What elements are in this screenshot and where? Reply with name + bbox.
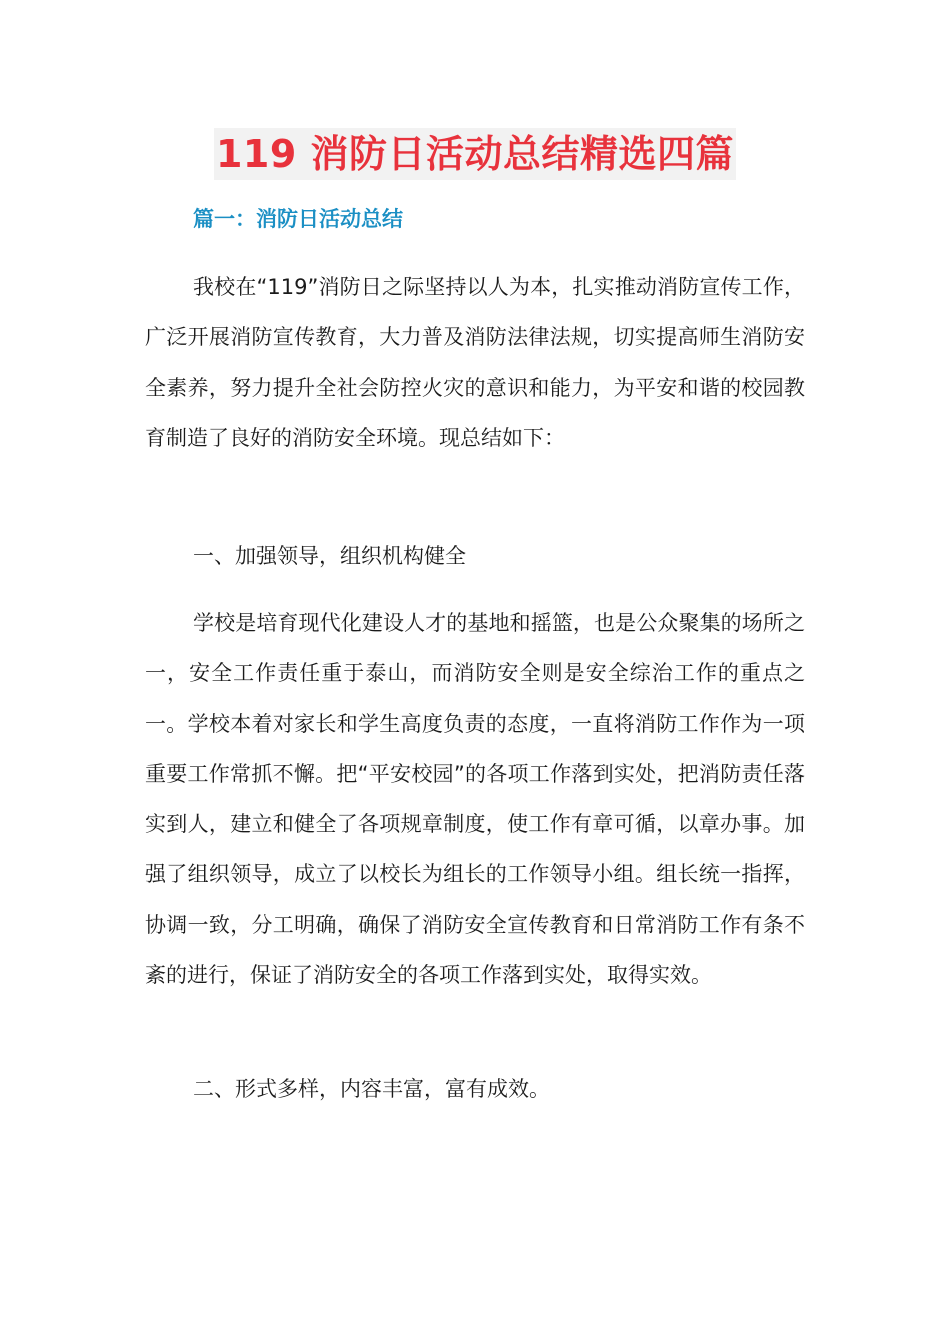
document-title-text: 119 消防日活动总结精选四篇 xyxy=(214,128,736,180)
document-title xyxy=(0,128,950,180)
section-subtitle: 篇一：消防日活动总结 xyxy=(193,207,403,231)
body-paragraph-2: 学校是培育现代化建设人才的基地和摇篮，也是公众聚集的场所之一，安全工作责任重于泰山，而消防安全则是安全综治工作的重点之一。学校本着对家长和学生高度负责的态度，一直将消防工作作为一项重要工作常抓不懈。把“平安校园”的各项工作落到实处，把消防责任落实到人，建立和健全了各项规章制度，使工作有章可循，以章办事。加强了组织领导，成立了以校长为组长的工作领导小组。组长统一指挥，协调一致，分工明确，确保了消防安全宣传教育和日常消防工作有条不紊的进行，保证了消防安全的各项工作落到实处，取得实效。 xyxy=(145,611,805,988)
section-heading-1: 一、加强领导，组织机构健全 xyxy=(193,544,466,568)
intro-paragraph: 我校在“119”消防日之际坚持以人为本，扎实推动消防宣传工作，广泛开展消防宣传教育，大力普及消防法律法规，切实提高师生消防安全素养，努力提升全社会防控火灾的意识和能力，为平安和谐的校园教育制造了良好的消防安全环境。现总结如下： xyxy=(145,275,805,450)
section-heading-2: 二、形式多样，内容丰富，富有成效。 xyxy=(193,1077,550,1101)
